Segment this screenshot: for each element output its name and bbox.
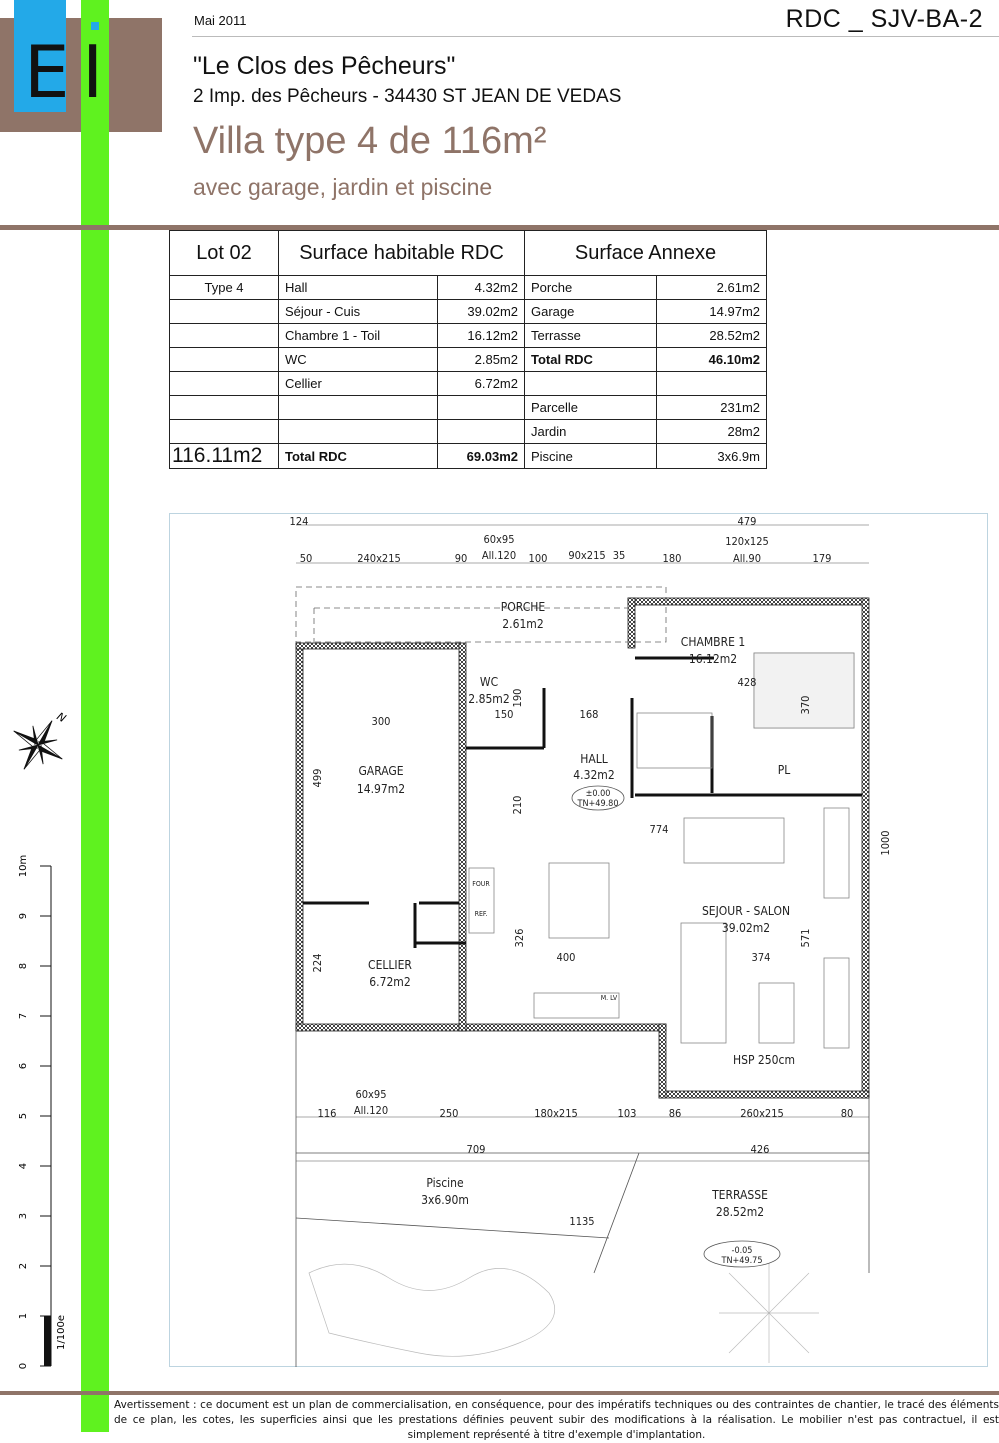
annexe-header: Surface Annexe — [525, 231, 767, 276]
total-label: Total RDC — [279, 444, 438, 469]
room-name: Séjour - Cuis — [279, 300, 438, 324]
dimension-label: 180 — [662, 552, 682, 565]
scale-tick-label: 0 — [18, 1362, 29, 1370]
dimension-label: 571 — [799, 928, 812, 948]
dimension-label: 100 — [528, 552, 548, 565]
lot-header: Lot 02 — [170, 231, 279, 276]
room-labels — [357, 600, 795, 1266]
room-label-piscine: Piscine — [426, 1176, 464, 1190]
villa-title: Villa type 4 de 116m² — [193, 120, 547, 162]
dimension-label: 250 — [439, 1107, 459, 1120]
annex-name: Parcelle — [525, 396, 657, 420]
type-cell: Type 4 — [170, 276, 279, 300]
room-name — [279, 420, 438, 444]
annex-area: 2.61m2 — [657, 276, 767, 300]
dimension-label: 80 — [840, 1107, 854, 1120]
window-size: 60x95 — [483, 533, 515, 546]
footer-disclaimer: Avertissement : ce document est un plan de commercialisation, en conséquence, pour des impératifs techniques ou des contraintes de chantier, le tracé des éléments de ce plan, les cotes, les superficies ainsi que les prestations définies peuvent subir des modifications à la réalisation. Le mobilier n'est pas contractuel, il est simplement représenté à titre d'exemple d'implantation. — [114, 1399, 999, 1441]
table-row — [170, 324, 767, 348]
dimension-label: 86 — [668, 1107, 682, 1120]
annex-name: Piscine — [525, 444, 657, 469]
annex-area: 3x6.9m — [657, 444, 767, 469]
dimension-label: 426 — [750, 1143, 770, 1156]
table-row — [170, 444, 767, 469]
hall-ground-level: TN+49.80 — [577, 799, 619, 809]
dimension-label: 168 — [579, 708, 599, 721]
scale-tick-label: 7 — [18, 1012, 29, 1020]
room-area — [438, 396, 525, 420]
villa-subtitle: avec garage, jardin et piscine — [193, 174, 493, 200]
room-label-porche: PORCHE — [500, 600, 546, 614]
dimension-label: 374 — [751, 951, 771, 964]
scale-bar — [10, 850, 72, 1370]
dimension-label: 179 — [812, 552, 832, 565]
north-arrow-icon — [8, 705, 68, 777]
room-area-terrasse: 28.52m2 — [715, 1205, 765, 1219]
dimension-label: 124 — [289, 515, 309, 528]
room-area-piscine: 3x6.90m — [421, 1193, 469, 1207]
room-name: Cellier — [279, 372, 438, 396]
document-reference: RDC _ SJV-BA-2 — [785, 5, 983, 33]
dimension-labels — [290, 515, 892, 1228]
annex-area — [657, 372, 767, 396]
table-row — [170, 300, 767, 324]
scale-ratio: 1/100e — [56, 1315, 67, 1350]
dimension-label: 116 — [317, 1107, 337, 1120]
annex-area: 14.97m2 — [657, 300, 767, 324]
fridge-label: REF. — [474, 910, 488, 918]
dimension-label: 400 — [556, 951, 576, 964]
terrasse-level: -0.05 — [731, 1246, 753, 1256]
room-area: 39.02m2 — [438, 300, 525, 324]
north-label: N — [54, 709, 69, 726]
terrace-area — [296, 1031, 869, 1367]
scale-tick-label: 5 — [18, 1112, 29, 1120]
room-area — [438, 420, 525, 444]
dimension-label: 240x215 — [357, 552, 401, 565]
habitable-header: Surface habitable RDC — [279, 231, 525, 276]
room-area: 4.32m2 — [438, 276, 525, 300]
room-area: 6.72m2 — [438, 372, 525, 396]
total-surface: 116.11m2 — [170, 444, 279, 469]
scale-tick-label: 1 — [18, 1312, 29, 1320]
document-date: Mai 2011 — [194, 13, 247, 28]
room-label-garage: GARAGE — [358, 764, 404, 778]
scale-tick-label: 10m — [18, 854, 29, 878]
scale-tick-label: 9 — [18, 912, 29, 920]
dimension-label: 190 — [511, 688, 524, 708]
table-row — [170, 420, 767, 444]
room-label-wc: WC — [479, 675, 499, 689]
annex-name — [525, 372, 657, 396]
room-area: 2.85m2 — [438, 348, 525, 372]
residence-address: 2 Imp. des Pêcheurs - 34430 ST JEAN DE VEDAS — [193, 86, 622, 107]
scale-tick-label: 2 — [18, 1262, 29, 1270]
dimension-label: 90x215 — [568, 549, 606, 562]
dimension-label: 300 — [371, 715, 391, 728]
room-label-sejour: SEJOUR - SALON — [701, 904, 791, 918]
dimension-label: 35 — [612, 549, 626, 562]
dimension-label: 150 — [494, 708, 514, 721]
residence-name: "Le Clos des Pêcheurs" — [193, 52, 456, 80]
garden-foliage — [309, 1263, 819, 1363]
dimension-label: 499 — [311, 768, 324, 788]
window-size: 120x125 — [725, 535, 769, 548]
hall-level: ±0.00 — [585, 789, 611, 799]
window-sill: All.120 — [353, 1104, 389, 1117]
table-row — [170, 372, 767, 396]
surface-table — [169, 230, 767, 469]
room-name — [279, 396, 438, 420]
dimension-label: 428 — [737, 676, 757, 689]
room-label-hall: HALL — [580, 752, 608, 766]
dimension-label: 1000 — [879, 830, 892, 856]
pl-label: PL — [777, 763, 791, 777]
room-label-cellier: CELLIER — [368, 958, 412, 972]
dimension-label: 103 — [617, 1107, 637, 1120]
scale-tick-label: 3 — [18, 1212, 29, 1220]
window-sill: All.90 — [733, 552, 761, 565]
scale-tick-label: 8 — [18, 962, 29, 970]
room-area-sejour: 39.02m2 — [721, 921, 771, 935]
room-label-terrasse: TERRASSE — [712, 1188, 768, 1202]
terrasse-ground-level: TN+49.75 — [721, 1256, 763, 1266]
floor-plan — [169, 513, 989, 1373]
scale-tick-label: 6 — [18, 1062, 29, 1070]
dimension-label: 326 — [513, 928, 526, 948]
table-row — [170, 348, 767, 372]
dimension-label: 224 — [311, 953, 324, 973]
dimension-label: 479 — [737, 515, 757, 528]
dimension-label: 180x215 — [534, 1107, 578, 1120]
table-row — [170, 276, 767, 300]
dimension-label: 260x215 — [740, 1107, 784, 1120]
annex-area: 28.52m2 — [657, 324, 767, 348]
dimension-label: 774 — [649, 823, 669, 836]
logo-letter-i: I — [82, 30, 104, 114]
dimension-label: 1135 — [569, 1215, 595, 1228]
room-area-porche: 2.61m2 — [502, 617, 544, 631]
table-row — [170, 396, 767, 420]
annex-name: Jardin — [525, 420, 657, 444]
window-size: 60x95 — [355, 1088, 387, 1101]
oven-label: FOUR — [472, 880, 490, 888]
annex-name: Garage — [525, 300, 657, 324]
header-divider — [192, 36, 999, 37]
window-sill: All.120 — [481, 549, 517, 562]
room-label-chambre: CHAMBRE 1 — [680, 635, 746, 649]
room-name: Chambre 1 - Toil — [279, 324, 438, 348]
dimension-label: 90 — [454, 552, 468, 565]
room-area-hall: 4.32m2 — [573, 768, 615, 782]
furniture — [469, 653, 854, 1048]
room-name: Hall — [279, 276, 438, 300]
footer-rule — [0, 1391, 999, 1395]
annex-total-label: Total RDC — [525, 348, 657, 372]
room-name: WC — [279, 348, 438, 372]
logo-letter-e: E — [24, 30, 70, 114]
dimension-label: 210 — [511, 795, 524, 815]
annex-area: 231m2 — [657, 396, 767, 420]
room-area: 16.12m2 — [438, 324, 525, 348]
dimension-label: 50 — [299, 552, 313, 565]
annex-area: 28m2 — [657, 420, 767, 444]
dimension-label: 709 — [466, 1143, 486, 1156]
green-side-bar — [81, 0, 109, 1432]
hsp-label: HSP 250cm — [733, 1053, 795, 1067]
dashed-outlines — [296, 587, 666, 643]
logo-blue-dot — [91, 22, 99, 30]
dimension-label: 370 — [799, 695, 812, 715]
room-area-cellier: 6.72m2 — [369, 975, 411, 989]
total-area: 69.03m2 — [438, 444, 525, 469]
scale-tick-label: 4 — [18, 1162, 29, 1170]
room-area-garage: 14.97m2 — [356, 782, 406, 796]
annex-name: Terrasse — [525, 324, 657, 348]
dishwasher-label: M. LV — [600, 994, 618, 1002]
room-area-chambre: 16.12m2 — [688, 652, 738, 666]
annex-total-value: 46.10m2 — [657, 348, 767, 372]
room-area-wc: 2.85m2 — [468, 692, 510, 706]
annex-name: Porche — [525, 276, 657, 300]
